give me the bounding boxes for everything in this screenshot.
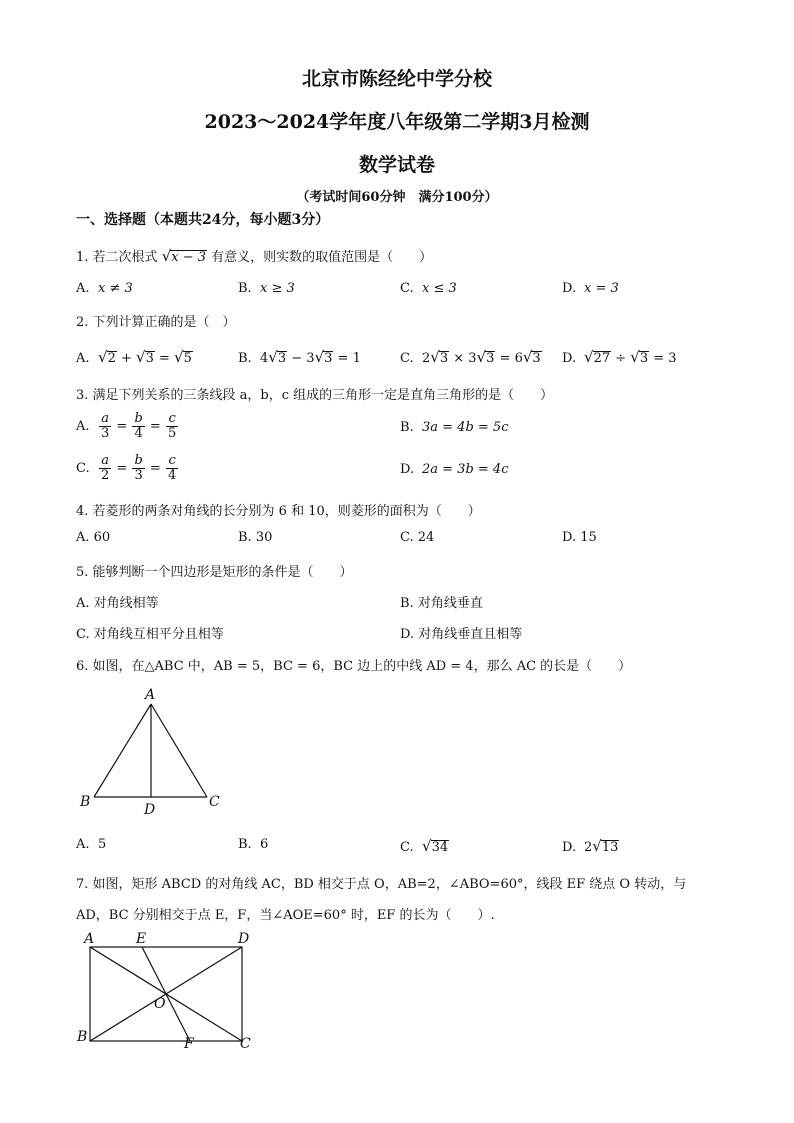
- question-3-stem: 3. 满足下列关系的三条线段 a，b，c 组成的三角形一定是直角三角形的是（ ）: [76, 388, 554, 403]
- q4-option-c[interactable]: C. 24: [400, 530, 435, 545]
- q5-option-a[interactable]: A. 对角线相等: [76, 596, 159, 611]
- q5-option-d[interactable]: D. 对角线垂直且相等: [400, 627, 523, 642]
- question-5-stem: 5. 能够判断一个四边形是矩形的条件是（ ）: [76, 565, 353, 580]
- option-text: x ≤ 3: [422, 281, 457, 296]
- option-letter: D.: [400, 462, 415, 477]
- q5-option-c[interactable]: C. 对角线互相平分且相等: [76, 627, 224, 642]
- q3-option-c[interactable]: C. $\frac{a}{2}$ = $\frac{b}{3}$ = $\frac{c}{4}$: [76, 453, 177, 483]
- q4-option-a[interactable]: A. 60: [76, 530, 111, 545]
- question-2-stem: 2. 下列计算正确的是（ ）: [76, 315, 236, 330]
- q5-option-b[interactable]: B. 对角线垂直: [400, 596, 483, 611]
- option-text: 6: [260, 837, 269, 852]
- option-letter: A.: [76, 281, 90, 296]
- q1-radicand: x − 3: [171, 250, 207, 265]
- point-label-b: B: [77, 1029, 88, 1045]
- vertex-label-d: D: [144, 802, 156, 818]
- question-7-line-1: 7. 如图，矩形 ABCD 的对角线 AC，BD 相交于点 O，AB=2，∠ABO=60°，线段 EF 绕点 O 转动，与: [76, 877, 687, 892]
- rectangle-figure: [72, 928, 272, 1056]
- point-label-f: F: [184, 1036, 194, 1052]
- q2-option-b[interactable]: B. 4√3 − 3√3 = 1: [238, 348, 361, 366]
- q3-option-d[interactable]: [400, 462, 508, 477]
- option-letter: B.: [238, 351, 252, 366]
- exam-title: 2023～2024学年度八年级第二学期3月检测: [204, 111, 590, 133]
- option-letter: C.: [400, 840, 414, 855]
- option-text: 3a = 4b = 5c: [422, 420, 509, 435]
- segment-ef: [142, 947, 190, 1041]
- option-letter: A.: [76, 419, 90, 434]
- option-text: x ≥ 3: [260, 281, 295, 296]
- q1-option-c[interactable]: [400, 281, 457, 296]
- option-letter: B.: [238, 281, 252, 296]
- school-title: 北京市陈经纶中学分校: [301, 68, 492, 90]
- point-label-a: A: [84, 931, 95, 947]
- q1-option-d[interactable]: [562, 281, 619, 296]
- vertex-label-b: B: [80, 794, 91, 810]
- q6-option-c[interactable]: C. √34: [400, 837, 449, 855]
- point-label-c: C: [240, 1036, 251, 1052]
- vertex-label-a: A: [145, 687, 156, 703]
- option-letter: D.: [562, 840, 577, 855]
- side-ac: [151, 704, 207, 797]
- q6-option-a[interactable]: [76, 837, 106, 852]
- vertex-label-c: C: [209, 794, 220, 810]
- q1-option-a[interactable]: [76, 281, 133, 296]
- option-text: 2a = 3b = 4c: [422, 462, 509, 477]
- q4-option-d[interactable]: D. 15: [562, 530, 597, 545]
- subject-title: 数学试卷: [358, 154, 435, 176]
- q1-post-text: 有意义，则实数的取值范围是（ ）: [211, 250, 433, 265]
- point-label-o: O: [154, 996, 166, 1012]
- q6-option-b[interactable]: [238, 837, 268, 852]
- question-6-stem: 6. 如图，在△ABC 中，AB = 5，BC = 6，BC 边上的中线 AD = 4，那么 AC 的长是（ ）: [76, 659, 632, 674]
- q3-option-b[interactable]: [400, 420, 508, 435]
- option-text: x = 3: [584, 281, 619, 296]
- triangle-figure: [70, 682, 240, 822]
- question-1-stem: 1. 若二次根式 √x − 3 有意义，则实数的取值范围是（ ）: [76, 247, 433, 265]
- option-letter: C.: [400, 351, 414, 366]
- side-ab: [94, 704, 151, 797]
- section-heading: 一、选择题（本题共24分，每小题3分）: [76, 212, 330, 228]
- point-label-e: E: [136, 931, 147, 947]
- option-letter: A.: [76, 351, 90, 366]
- option-letter: B.: [238, 837, 252, 852]
- option-text: 5: [98, 837, 107, 852]
- q1-pre-text: 1. 若二次根式: [76, 250, 158, 265]
- option-radicand: 34: [431, 840, 449, 855]
- option-letter: A.: [76, 837, 90, 852]
- question-4-stem: 4. 若菱形的两条对角线的长分别为 6 和 10，则菱形的面积为（ ）: [76, 504, 481, 519]
- option-letter: C.: [400, 281, 414, 296]
- exam-note: （考试时间60分钟 满分100分）: [296, 190, 498, 205]
- option-letter: D.: [562, 351, 577, 366]
- q2-option-d[interactable]: D. √27 ÷ √3 = 3: [562, 348, 677, 366]
- question-7-line-2: AD，BC 分别相交于点 E，F，当∠AOE=60° 时，EF 的长为（ ）.: [76, 908, 495, 923]
- option-letter: D.: [562, 281, 577, 296]
- q2-option-c[interactable]: C. 2√3 × 3√3 = 6√3: [400, 348, 541, 366]
- option-letter: C.: [76, 461, 90, 476]
- point-label-d: D: [238, 931, 250, 947]
- option-letter: B.: [400, 420, 414, 435]
- option-text: x ≠ 3: [98, 281, 133, 296]
- q1-option-b[interactable]: [238, 281, 295, 296]
- option-radicand: 13: [601, 840, 619, 855]
- q2-option-a[interactable]: A. √2 + √3 = √5: [76, 348, 192, 366]
- q6-option-d[interactable]: D. 2√13: [562, 837, 619, 855]
- q4-option-b[interactable]: B. 30: [238, 530, 273, 545]
- q3-option-a[interactable]: A. $\frac{a}{3}$ = $\frac{b}{4}$ = $\frac{c}{5}$: [76, 411, 177, 441]
- option-coefficient: 2: [584, 840, 593, 855]
